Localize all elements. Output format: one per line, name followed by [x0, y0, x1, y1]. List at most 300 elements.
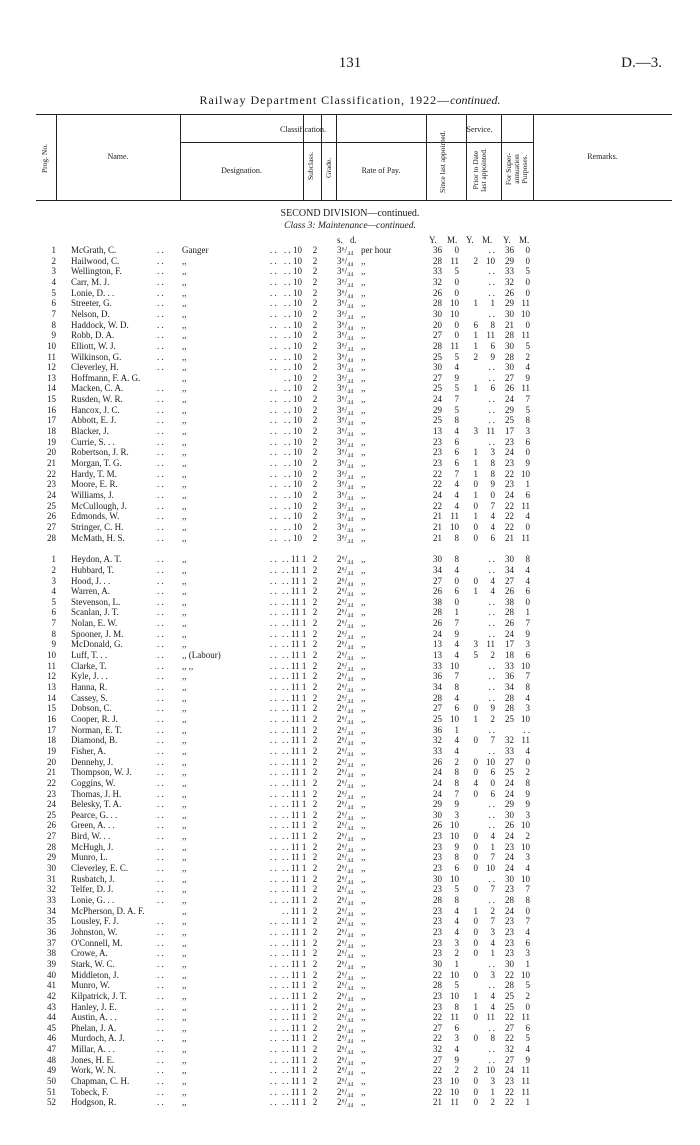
since-last-years: 27 — [433, 372, 442, 383]
document-reference: D.—3. — [621, 55, 662, 71]
grade: 2 — [312, 426, 318, 437]
since-last-years: 22 — [433, 1012, 442, 1023]
leader-dots: . . — [270, 1065, 277, 1076]
table-row — [0, 980, 700, 990]
prior-years: 0 — [473, 1076, 478, 1087]
leader-dots: . . — [270, 639, 277, 650]
superannuation-months: 1 — [525, 479, 530, 490]
superannuation-months: 9 — [525, 788, 530, 799]
leader-dots: . . — [157, 426, 164, 437]
leader-dots: . . — [270, 703, 277, 714]
table-row — [0, 842, 700, 852]
since-last-months: 6 — [454, 863, 459, 874]
leader-dots: . . — [270, 692, 277, 703]
table-row — [0, 852, 700, 862]
employee-name: Cooper, R. J. — [71, 713, 118, 724]
since-last-months: 0 — [454, 276, 459, 287]
prog-number: 38 — [47, 948, 56, 959]
superannuation-months: 7 — [525, 671, 530, 682]
prior-months: 1 — [490, 948, 495, 959]
leader-dots: . . — [157, 895, 164, 905]
rate-unit: ,, — [361, 873, 366, 884]
employee-name: Phelan, J. A. — [71, 1022, 117, 1033]
employee-name: Telfer, D. J. — [71, 884, 114, 895]
since-last-years: 24 — [433, 788, 442, 799]
prog-number: 51 — [47, 1086, 56, 1097]
leader-dots: . . — [157, 884, 164, 895]
prior-months: 3 — [490, 969, 495, 980]
table-row — [0, 714, 700, 724]
subclass-grade: . . 10 — [284, 489, 302, 500]
subclass-grade: . . 11 1 — [282, 958, 307, 969]
prog-number: 24 — [47, 799, 56, 810]
superannuation-months: . . — [523, 724, 530, 735]
subclass-grade: . . 11 1 — [282, 777, 307, 788]
subclass-grade: . . 10 — [284, 394, 302, 405]
prog-number: 6 — [51, 607, 56, 618]
superannuation-years: 30 — [505, 340, 514, 351]
since-last-months: 10 — [450, 660, 459, 671]
prior-months: 6 — [490, 383, 495, 394]
superannuation-years: 27 — [505, 372, 514, 383]
prog-number: 44 — [47, 1012, 56, 1023]
prior-years: 0 — [473, 937, 478, 948]
grade: 2 — [312, 724, 318, 735]
prog-number: 13 — [47, 682, 56, 692]
name-header: Name. — [107, 152, 129, 161]
grade: 2 — [312, 948, 318, 959]
grade: 2 — [312, 1097, 318, 1108]
table-row — [0, 661, 700, 671]
designation: ,, — [182, 1054, 187, 1065]
table-row — [0, 554, 700, 564]
subclass-grade: . . 10 — [284, 276, 302, 287]
leader-dots: . . — [157, 767, 164, 778]
rate-of-pay: 2⁶/₄₄ — [337, 554, 354, 565]
rate-unit: ,, — [361, 266, 366, 277]
employee-name: Hubbard, T. — [71, 564, 114, 575]
since-last-months: 6 — [454, 447, 459, 458]
prior-months: 9 — [490, 351, 495, 362]
superannuation-years: 28 — [505, 692, 514, 703]
designation: ,, — [182, 639, 187, 650]
superannuation-years: 30 — [505, 362, 514, 373]
rate-unit: ,, — [361, 372, 366, 383]
subclass-grade: . . 11 1 — [282, 990, 307, 1001]
prior-years: 1 — [473, 511, 478, 522]
classification-header: Classification. — [280, 125, 326, 134]
superannuation-years: 25 — [505, 767, 514, 778]
since-last-months: 11 — [450, 511, 459, 522]
designation: ,, — [182, 564, 187, 575]
prior-years: 1 — [473, 489, 478, 500]
leader-dots: . . — [270, 958, 277, 969]
rate-of-pay: 3⁶/₄₄ — [337, 468, 354, 479]
prior-years: 0 — [473, 479, 478, 490]
table-row — [0, 362, 700, 372]
employee-name: Hanley, J. E. — [71, 1001, 117, 1012]
prog-number: 14 — [47, 692, 56, 703]
grade: 2 — [312, 1054, 318, 1065]
prior-months: . . — [488, 607, 495, 618]
leader-dots: . . — [270, 394, 277, 405]
table-row — [0, 1044, 700, 1054]
designation: ,, — [182, 820, 187, 831]
prior-years: 1 — [473, 340, 478, 351]
subclass-grade: . . 10 — [284, 479, 302, 490]
since-last-years: 23 — [433, 990, 442, 1001]
superannuation-months: 11 — [521, 735, 530, 746]
rate-unit: ,, — [361, 980, 366, 991]
prog-number: 15 — [47, 394, 56, 405]
leader-dots: . . — [157, 564, 164, 575]
table-row — [0, 874, 700, 884]
superannuation-years: 22 — [505, 500, 514, 511]
prog-number: 26 — [47, 820, 56, 831]
subclass-grade: . . 11 1 — [282, 596, 307, 607]
employee-name: Rusden, W. R. — [71, 394, 123, 405]
subclass-grade: . . 10 — [284, 298, 302, 309]
table-row — [0, 639, 700, 649]
prior-years: 0 — [473, 788, 478, 799]
grade: 2 — [312, 394, 318, 405]
table-row — [0, 671, 700, 681]
prog-number: 19 — [47, 436, 56, 447]
superannuation-years: 38 — [505, 596, 514, 607]
since-last-years: 28 — [433, 607, 442, 618]
since-last-years: 28 — [433, 980, 442, 991]
prior-months: 4 — [490, 586, 495, 597]
superannuation-months: 10 — [521, 969, 530, 980]
prog-number: 27 — [47, 831, 56, 842]
leader-dots: . . — [157, 298, 164, 309]
prior-years: 1 — [473, 447, 478, 458]
since-last-months: 4 — [454, 426, 459, 437]
rate-unit: ,, — [361, 1076, 366, 1087]
prog-number: 1 — [51, 554, 56, 565]
superannuation-months: 9 — [525, 458, 530, 468]
table-row — [0, 916, 700, 926]
since-last-years: 32 — [433, 276, 442, 287]
since-last-years: 23 — [433, 436, 442, 447]
table-row — [0, 245, 700, 255]
employee-name: McGrath, C. — [71, 245, 117, 255]
grade: 2 — [312, 468, 318, 479]
employee-name: Lousley, F. J. — [71, 916, 119, 927]
superannuation-years: 30 — [505, 958, 514, 969]
since-last-months: 10 — [450, 990, 459, 1001]
rate-of-pay: 2⁶/₄₄ — [337, 948, 354, 959]
employee-name: Scanlan, J. T. — [71, 607, 119, 618]
employee-name: Streeter, G. — [71, 298, 112, 309]
rate-unit: ,, — [361, 1022, 366, 1033]
prior-years: 1 — [473, 1001, 478, 1012]
prog-number: 9 — [51, 639, 56, 650]
leader-dots: . . — [270, 756, 277, 767]
prior-months: 4 — [490, 937, 495, 948]
leader-dots: . . — [270, 351, 277, 362]
superannuation-years: 25 — [505, 1001, 514, 1012]
prog-number: 4 — [51, 276, 56, 287]
employee-name: Thompson, W. J. — [71, 767, 132, 778]
designation: ,, — [182, 500, 187, 511]
superannuation-months: 10 — [521, 660, 530, 671]
prog-number: 15 — [47, 703, 56, 714]
prior-months: 6 — [490, 788, 495, 799]
prior-months: . . — [488, 618, 495, 629]
prior-months: . . — [488, 564, 495, 575]
prog-number: 32 — [47, 884, 56, 895]
since-last-months: 8 — [454, 554, 459, 565]
subclass-grade: . . 10 — [284, 436, 302, 447]
leader-dots: . . — [157, 479, 164, 490]
employee-name: Robb, D. A. — [71, 330, 115, 341]
designation: ,, — [182, 458, 187, 468]
superannuation-months: 2 — [525, 990, 530, 1001]
employee-name: Thomas, J. H. — [71, 788, 122, 799]
subclass-grade: . . 10 — [284, 330, 302, 341]
prior-years: 0 — [473, 916, 478, 927]
since-last-months: 10 — [450, 713, 459, 724]
rate-of-pay: 2⁶/₄₄ — [337, 884, 354, 895]
superannuation-months: 7 — [525, 394, 530, 405]
prog-number: 12 — [47, 671, 56, 682]
since-last-months: 4 — [454, 650, 459, 661]
superannuation-years: 24 — [505, 489, 514, 500]
grade: 2 — [312, 521, 318, 532]
subclass-grade: . . 11 1 — [282, 1044, 307, 1055]
prior-years: 3 — [473, 426, 478, 437]
since-last-months: 2 — [454, 948, 459, 959]
leader-dots: . . — [270, 916, 277, 927]
rate-of-pay: 2⁶/₄₄ — [337, 1012, 354, 1023]
superannuation-years: 24 — [505, 628, 514, 639]
subclass-grade: . . 11 1 — [282, 873, 307, 884]
designation: ,, ,, — [182, 660, 194, 671]
superannuation-months: 6 — [525, 1022, 530, 1033]
since-last-months: 11 — [450, 1097, 459, 1108]
subclass-grade: . . 11 1 — [282, 1033, 307, 1044]
superannuation-months: 11 — [521, 1076, 530, 1087]
prior-months: 2 — [490, 650, 495, 661]
leader-dots: . . — [270, 660, 277, 671]
prior-years: 5 — [473, 650, 478, 661]
superannuation-months: 4 — [525, 362, 530, 373]
employee-name: Macken, C. A. — [71, 383, 124, 394]
rate-unit: ,, — [361, 298, 366, 309]
prior-months: . . — [488, 660, 495, 671]
prior-months: 8 — [490, 1033, 495, 1044]
rate-unit: ,, — [361, 990, 366, 1001]
prog-number: 42 — [47, 990, 56, 1001]
designation: ,, — [182, 724, 187, 735]
employee-name: Nelson, D. — [71, 308, 110, 319]
rate-of-pay: 3⁶/₄₄ — [337, 362, 354, 373]
superannuation-months: 6 — [525, 489, 530, 500]
since-last-months: 4 — [454, 735, 459, 746]
designation: ,, — [182, 990, 187, 1001]
superannuation-years: 23 — [505, 1076, 514, 1087]
leader-dots: . . — [157, 383, 164, 394]
leader-dots: . . — [270, 1033, 277, 1044]
table-row — [0, 405, 700, 415]
designation: ,, — [182, 948, 187, 959]
rate-of-pay: 3⁶/₄₄ — [337, 436, 354, 447]
prior-years: 0 — [473, 1012, 478, 1023]
rate-unit: ,, — [361, 639, 366, 650]
prior-months: . . — [488, 554, 495, 565]
designation: ,, — [182, 511, 187, 522]
subclass-grade: . . 10 — [284, 308, 302, 319]
table-row — [0, 970, 700, 980]
since-last-months: 4 — [454, 905, 459, 916]
prog-number: 27 — [47, 521, 56, 532]
leader-dots: . . — [157, 554, 164, 565]
leader-dots: . . — [270, 948, 277, 959]
rate-unit: ,, — [361, 820, 366, 831]
designation: ,, — [182, 521, 187, 532]
leader-dots: . . — [157, 692, 164, 703]
table-row — [0, 1065, 700, 1075]
prog-number: 48 — [47, 1054, 56, 1065]
superannuation-years: 32 — [505, 735, 514, 746]
rate-of-pay: 2⁶/₄₄ — [337, 1044, 354, 1055]
rate-unit: ,, — [361, 745, 366, 756]
rate-unit: ,, — [361, 777, 366, 788]
prior-months: 11 — [486, 639, 495, 650]
employee-name: Lonie, G. . . — [71, 895, 115, 905]
superannuation-months: 10 — [521, 873, 530, 884]
employee-name: Haddock, W. D. — [71, 319, 129, 330]
leader-dots: . . — [270, 1076, 277, 1087]
since-last-years: 26 — [433, 287, 442, 298]
unit-y2: Y. — [466, 235, 474, 245]
subclass-grade: . . 11 1 — [282, 735, 307, 746]
prog-number: 45 — [47, 1022, 56, 1033]
since-last-months: 10 — [450, 873, 459, 884]
rate-unit: ,, — [361, 330, 366, 341]
leader-dots: . . — [157, 287, 164, 298]
prog-number: 18 — [47, 735, 56, 746]
since-last-months: 9 — [454, 841, 459, 852]
superannuation-months: 5 — [525, 340, 530, 351]
since-last-years: 30 — [433, 809, 442, 820]
superannuation-months: 4 — [525, 745, 530, 756]
since-last-years: 26 — [433, 756, 442, 767]
rate-of-pay: 2⁶/₄₄ — [337, 1001, 354, 1012]
leader-dots: . . — [157, 799, 164, 810]
rate-unit: ,, — [361, 1097, 366, 1108]
leader-dots: . . — [270, 671, 277, 682]
grade: 2 — [312, 1001, 318, 1012]
grade: 2 — [312, 713, 318, 724]
designation: ,, — [182, 575, 187, 586]
prior-months: . . — [488, 873, 495, 884]
employee-name: Edmonds, W. — [71, 511, 120, 522]
prior-months: 11 — [486, 426, 495, 437]
designation: ,, — [182, 873, 187, 884]
employee-name: Elliott, W. J. — [71, 340, 116, 351]
grade: 2 — [312, 596, 318, 607]
since-last-years: 23 — [433, 1076, 442, 1087]
rate-unit: ,, — [361, 831, 366, 842]
leader-dots: . . — [270, 682, 277, 692]
subclass-grade: . . 11 1 — [282, 660, 307, 671]
superannuation-months: 5 — [525, 980, 530, 991]
since-last-years: 38 — [433, 596, 442, 607]
subclass-grade: . . 11 1 — [282, 1086, 307, 1097]
employee-name: Diamond, B. — [71, 735, 118, 746]
leader-dots: . . — [270, 841, 277, 852]
since-last-months: 8 — [454, 852, 459, 863]
rate-of-pay: 3⁶/₄₄ — [337, 500, 354, 511]
superannuation-years: 26 — [505, 586, 514, 597]
subclass-grade: . . 11 1 — [282, 884, 307, 895]
superannuation-months: 7 — [525, 618, 530, 629]
rate-unit: ,, — [361, 308, 366, 319]
subclass-grade: . . 10 — [284, 383, 302, 394]
rate-of-pay: 3⁶/₄₄ — [337, 415, 354, 426]
subclass-grade: . . 11 1 — [282, 841, 307, 852]
designation: ,, — [182, 255, 187, 266]
subclass-grade: . . 11 1 — [282, 564, 307, 575]
table-row — [0, 778, 700, 788]
grade: 2 — [312, 1076, 318, 1087]
rate-unit: ,, — [361, 926, 366, 937]
prog-number: 22 — [47, 468, 56, 479]
designation: ,, — [182, 447, 187, 458]
rate-of-pay: 2⁶/₄₄ — [337, 788, 354, 799]
prog-number: 26 — [47, 511, 56, 522]
leader-dots: . . — [157, 703, 164, 714]
grade: 2 — [312, 340, 318, 351]
prior-months: . . — [488, 362, 495, 373]
subclass-grade: . . 10 — [284, 521, 302, 532]
table-row — [0, 1012, 700, 1022]
rate-of-pay: 2⁶/₄₄ — [337, 756, 354, 767]
leader-dots: . . — [157, 276, 164, 287]
since-last-years: 23 — [433, 841, 442, 852]
since-last-years: 24 — [433, 777, 442, 788]
prog-number: 21 — [47, 767, 56, 778]
superannuation-years: 22 — [505, 511, 514, 522]
table-row — [0, 479, 700, 489]
superannuation-months: 3 — [525, 703, 530, 714]
employee-name: Hoffmann, F. A. G. — [71, 372, 141, 383]
page-number: 131 — [338, 55, 362, 71]
table-row — [0, 1002, 700, 1012]
rate-of-pay: 2⁶/₄₄ — [337, 607, 354, 618]
subclass-grade: . . 10 — [284, 500, 302, 511]
rate-unit: ,, — [361, 703, 366, 714]
since-last-years: 26 — [433, 820, 442, 831]
rate-unit: ,, — [361, 1001, 366, 1012]
employee-name: Stark, W. C. — [71, 958, 115, 969]
leader-dots: . . — [157, 1065, 164, 1076]
prior-months: . . — [488, 628, 495, 639]
grade: 2 — [312, 383, 318, 394]
table-row — [0, 288, 700, 298]
rate-unit: ,, — [361, 735, 366, 746]
table-row — [0, 1033, 700, 1043]
grade: 2 — [312, 650, 318, 661]
prior-months: 6 — [490, 767, 495, 778]
grade: 2 — [312, 308, 318, 319]
since-last-years: 24 — [433, 489, 442, 500]
since-last-months: 4 — [454, 745, 459, 756]
prog-number: 50 — [47, 1076, 56, 1087]
table-row — [0, 330, 700, 340]
